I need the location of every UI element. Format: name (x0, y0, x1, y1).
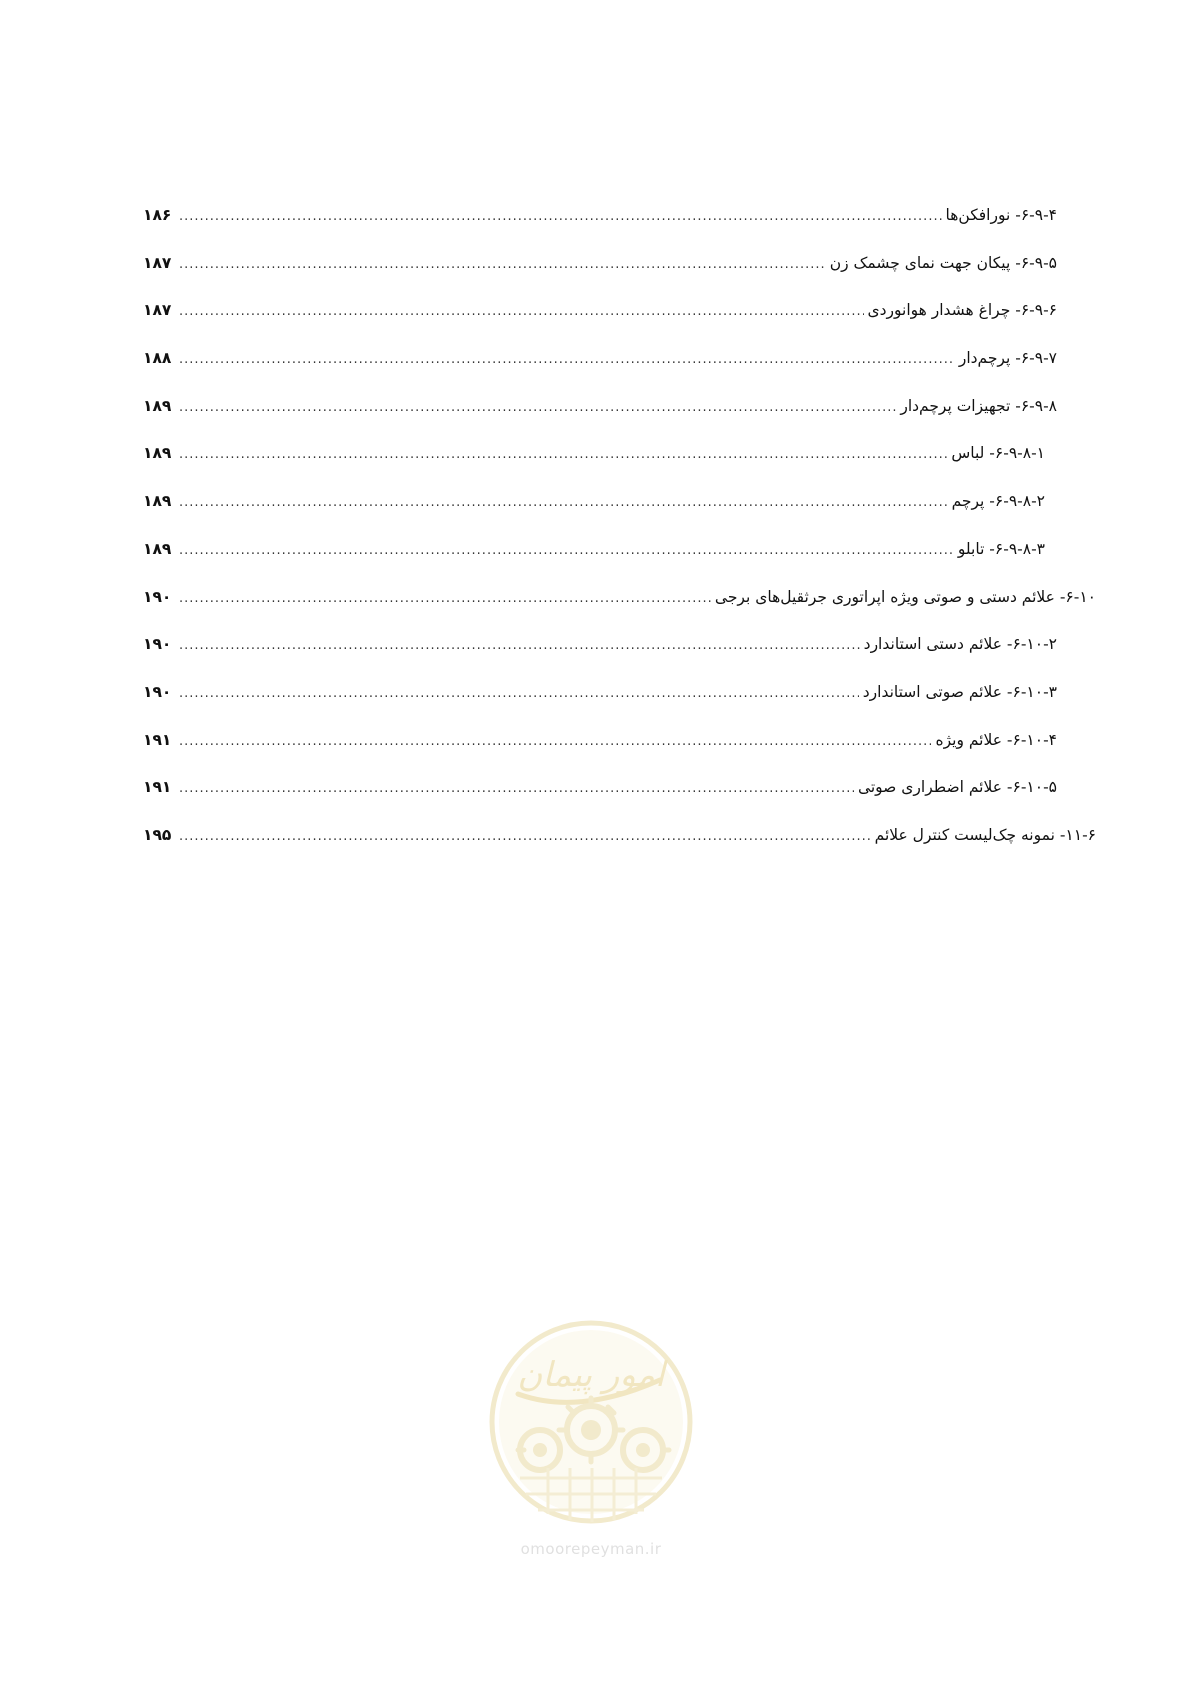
toc-entry-6-9-4[interactable] (143, 208, 1075, 256)
toc-dot-leader (179, 210, 942, 223)
toc-entry-page: ۱۸۹ (143, 539, 172, 558)
toc-entry-title: ۶-۱۰-۴- علائم ویژه (935, 730, 1057, 749)
toc-dot-leader (179, 639, 860, 652)
toc-dot-leader (179, 735, 931, 748)
watermark (488, 1318, 694, 1558)
toc-dot-leader (179, 592, 711, 605)
toc-entry-6-9-8-1[interactable] (143, 446, 1075, 494)
toc-entry-6-9-7[interactable] (143, 351, 1075, 399)
table-of-contents (143, 206, 1096, 876)
toc-entry-page: ۱۹۱ (143, 778, 172, 797)
toc-dot-leader (179, 496, 948, 509)
toc-entry-title: ۶-۹-۸- تجهیزات پرچم‌دار (900, 396, 1057, 415)
watermark-site-text: omoorepeyman.ir (520, 1540, 662, 1558)
toc-entry-6-9-8[interactable] (143, 396, 1075, 447)
toc-entry-page: ۱۹۰ (143, 587, 172, 606)
toc-dot-leader (179, 401, 896, 414)
toc-entry-page: ۱۸۶ (143, 206, 172, 224)
toc-entry-6-10-2[interactable] (143, 637, 1075, 685)
toc-entry-6-9-8-2[interactable] (143, 494, 1075, 542)
toc-dot-leader (179, 353, 955, 366)
toc-entry-page: ۱۸۷ (143, 253, 172, 272)
toc-entry-page: ۱۸۹ (143, 492, 172, 511)
toc-entry-page: ۱۹۰ (143, 635, 172, 654)
toc-entry-title: ۶-۹-۸-۲- پرچم (951, 492, 1045, 511)
toc-dot-leader (179, 544, 954, 557)
toc-entry-title: ۶-۱۰-۲- علائم دستی استاندارد (863, 635, 1057, 654)
watermark-logo-text: امور پیمان (517, 1355, 665, 1395)
toc-entry-title: ۶-۹-۵- پیکان جهت نمای چشمک زن (829, 253, 1057, 272)
toc-entry-6-10-5[interactable] (143, 780, 1075, 828)
toc-entry-6-9-8-3[interactable] (143, 539, 1075, 590)
toc-entry-6-10[interactable] (143, 587, 1096, 638)
toc-dot-leader (179, 448, 947, 461)
toc-entry-page: ۱۸۹ (143, 396, 172, 415)
toc-entry-title: ۶-۹-۶- چراغ هشدار هوانوردی (867, 301, 1057, 320)
toc-entry-title: ۶-۱۰-۳- علائم صوتی استاندارد (862, 682, 1057, 701)
toc-entry-6-10-3[interactable] (143, 682, 1075, 733)
toc-dot-leader (179, 687, 859, 700)
toc-entry-page: ۱۹۱ (143, 730, 172, 749)
toc-entry-6-10-4[interactable] (143, 730, 1075, 781)
toc-entry-6-9-6[interactable] (143, 303, 1075, 351)
toc-entry-title: ۶-۹-۸-۳- تابلو (957, 539, 1045, 558)
toc-dot-leader (179, 258, 826, 271)
toc-entry-title: ۶-۱۰-۵- علائم اضطراری صوتی (857, 778, 1057, 797)
toc-entry-page: ۱۸۹ (143, 444, 172, 463)
toc-dot-leader (179, 782, 854, 795)
toc-dot-leader (179, 305, 864, 318)
toc-entry-page: ۱۸۷ (143, 301, 172, 320)
toc-entry-page: ۱۹۵ (143, 825, 172, 844)
toc-dot-leader (179, 830, 871, 843)
toc-entry-title: ۱۱-۶- نمونه چک‌لیست کنترل علائم (874, 825, 1096, 844)
toc-entry-page: ۱۹۰ (143, 682, 172, 701)
toc-entry-title: ۶-۹-۴- نورافکن‌ها (945, 206, 1057, 224)
toc-entry-page: ۱۸۸ (143, 349, 172, 368)
toc-entry-title: ۶-۱۰- علائم دستی و صوتی ویژه اپراتوری جرثقیل‌های برجی (714, 587, 1096, 606)
toc-entry-6-9-5[interactable] (143, 253, 1075, 304)
toc-entry-title: ۶-۹-۷- پرچم‌دار (958, 349, 1057, 368)
toc-entry-title: ۶-۹-۸-۱- لباس (951, 444, 1045, 463)
toc-entry-11-6[interactable] (143, 825, 1096, 876)
omoore-peyman-logo-icon (488, 1318, 694, 1533)
